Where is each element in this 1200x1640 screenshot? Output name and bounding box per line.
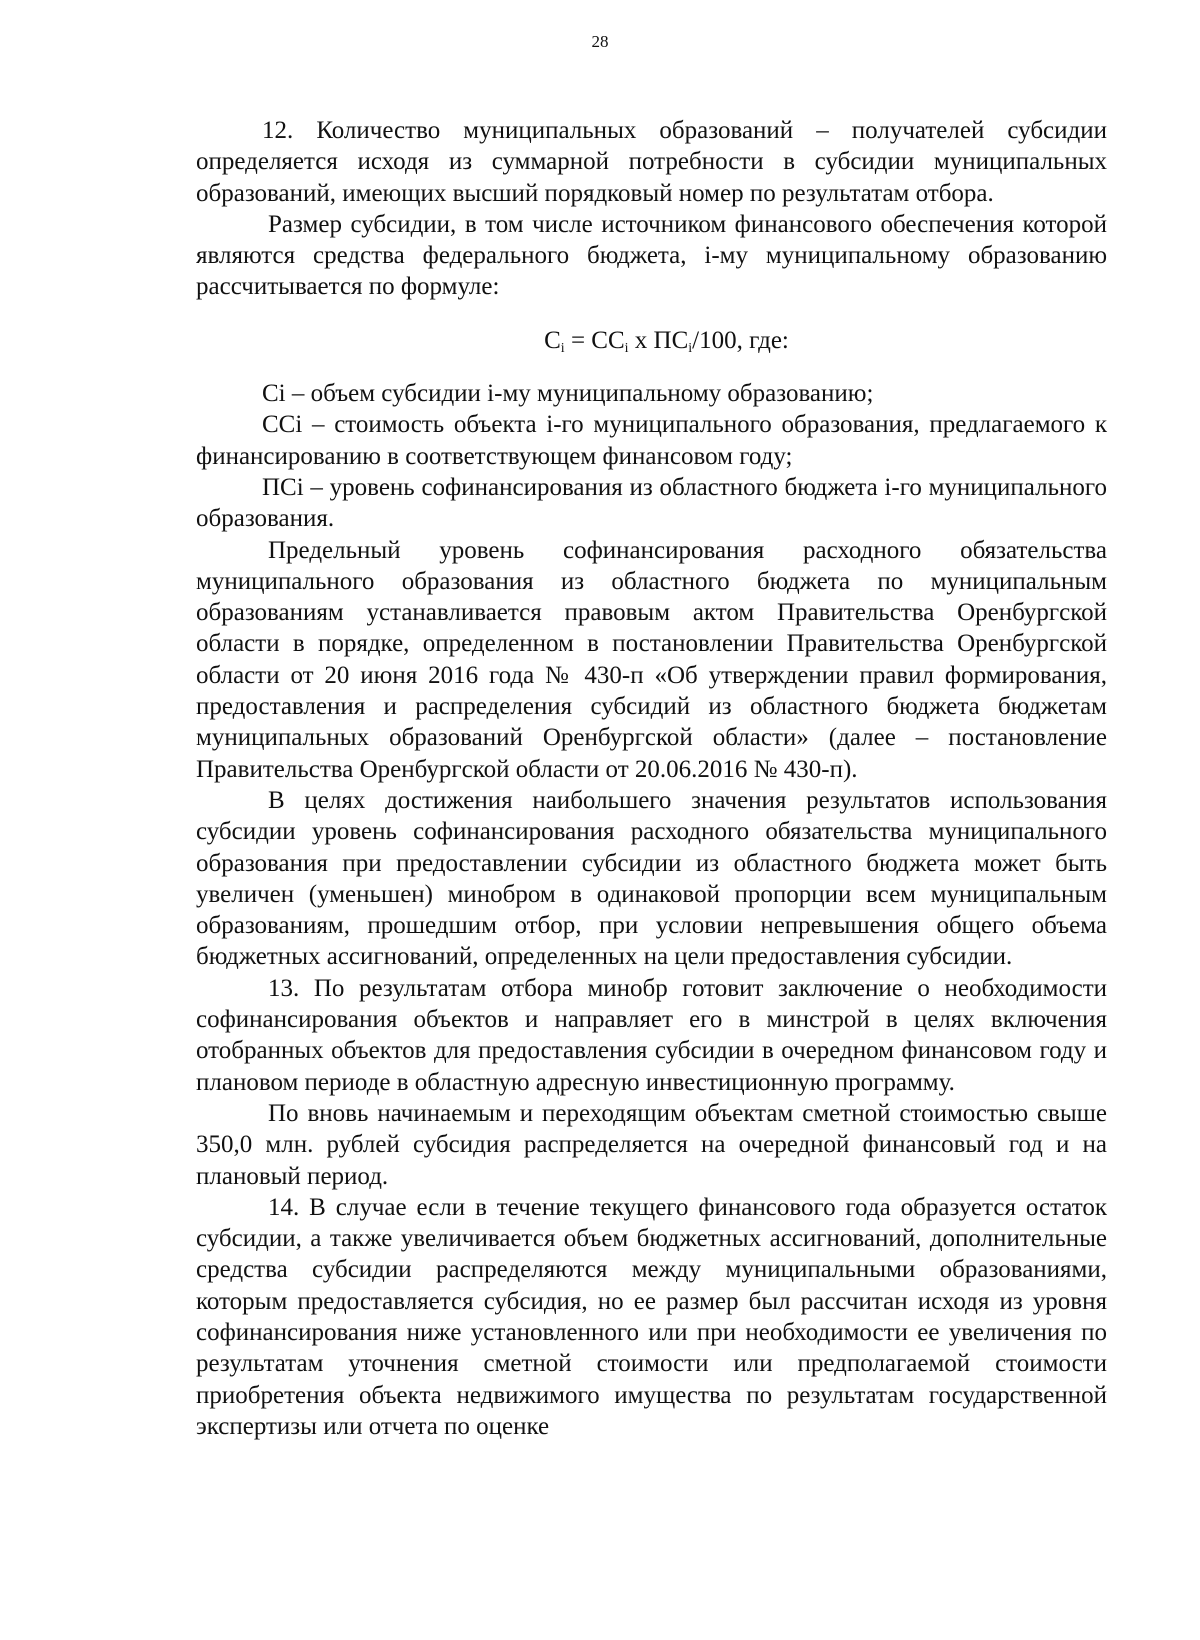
paragraph-subsidy-size: Размер субсидии, в том числе источником финансового обеспечения которой являются средства федерального бюджета, i-му муниципальному образованию рассчитывается по формуле: — [196, 210, 1107, 301]
formula-tail: /100, где: — [692, 326, 789, 354]
page-number: 28 — [591, 32, 609, 51]
formula-cc: = СС — [564, 326, 625, 354]
definition-psi: ПСi – уровень софинансирования из областного бюджета i-го муниципального образования. — [196, 473, 1107, 533]
document-body — [196, 115, 1107, 1442]
definition-ci: Сi – объем субсидии i-му муниципальному образованию; — [262, 380, 874, 408]
paragraph-item-12-intro: 12. Количество муниципальных образований – получателей субсидии определяется исходя из суммарной потребности в субсидии муниципальных образований, имеющих высший порядковый номер по результатам отбора. — [196, 117, 1107, 207]
formula-ps-subscript: i — [688, 340, 693, 356]
paragraph-item-14: 14. В случае если в течение текущего финансового года образуется остаток субсидии, а также увеличивается объем бюджетных ассигнований, дополнительные средства субсидии распределяются между муниципальными образованиями, которым предоставляется субсидия, но ее размер был рассчитан исходя из уровня софинансирования ниже установленного или при необходимости ее увеличения по результатам уточнения сметной стоимости или предполагаемой стоимости приобретения объекта недвижимого имущества по результатам государственной экспертизы или отчета по оценке — [196, 1193, 1107, 1440]
formula-lhs: С — [544, 326, 561, 354]
formula-lhs-subscript: i — [560, 340, 565, 356]
formula-cc-subscript: i — [624, 340, 629, 356]
paragraph-large-objects: По вновь начинаемым и переходящим объектам сметной стоимостью свыше 350,0 млн. рублей субсидия распределяется на очередной финансовый год и на плановый период. — [196, 1099, 1107, 1190]
subsidy-formula — [196, 325, 1107, 356]
definition-cci: ССi – стоимость объекта i-го муниципального образования, предлагаемого к финансированию в соответствующем финансовом году; — [196, 411, 1107, 470]
paragraph-item-13: 13. По результатам отбора минобр готовит заключение о необходимости софинансирования объектов и направляет его в минстрой в целях включения отобранных объектов для предоставления субсидии в очередном финансовом году и плановом периоде в областную адресную инвестиционную программу. — [196, 974, 1107, 1096]
formula-ps: х ПС — [628, 326, 689, 354]
paragraph-cofinancing-adjustment: В целях достижения наибольшего значения результатов использования субсидии уровень софинансирования расходного обязательства муниципального образования при предоставлении субсидии из областного бюджета может быть увеличен (уменьшен) минобром в одинаковой пропорции всем муниципальным образованиям, прошедшим отбор, при условии непревышения общего объема бюджетных ассигнований, определенных на цели предоставления субсидии. — [196, 786, 1107, 971]
paragraph-cofinancing-limit: Предельный уровень софинансирования расходного обязательства муниципального образования из областного бюджета по муниципальным образованиям устанавливается правовым актом Правительства Оренбургской области в порядке, определенном в постановлении Правительства Оренбургской области от 20 июня 2016 года № 430-п «Об утверждении правил формирования, предоставления и распределения субсидий из областного бюджета бюджетам муниципальных образований Оренбургской области» (далее – постановление Правительства Оренбургской области от 20.06.2016 № 430-п). — [196, 536, 1107, 783]
